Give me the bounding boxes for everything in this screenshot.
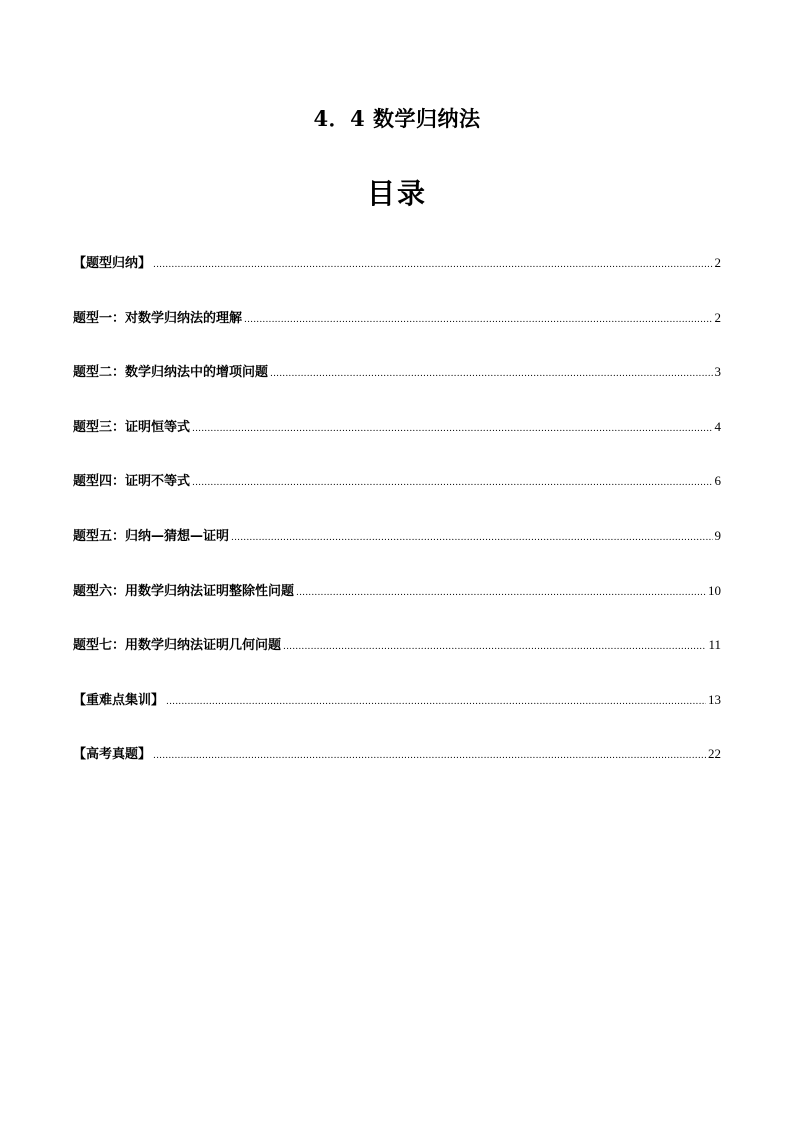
toc-entry-type-5[interactable]: [73, 524, 721, 548]
toc-entry-label: 题型六：用数学归纳法证明整除性问题: [73, 583, 295, 599]
toc-leader-dots: [270, 362, 712, 386]
toc-entry-key-difficult-training[interactable]: [73, 688, 721, 712]
toc-entry-page: 2: [714, 255, 721, 270]
toc-entry-type-2[interactable]: [73, 360, 721, 384]
toc-entry-label: 题型七：用数学归纳法证明几何问题: [73, 638, 282, 654]
toc-heading: 目录: [366, 177, 427, 210]
toc-entry-gaokao-questions[interactable]: [73, 742, 721, 766]
toc-entry-page: 4: [714, 418, 721, 434]
toc-entry-label: 题型四：证明不等式: [73, 474, 191, 490]
toc-entry-label: 题型二：数学归纳法中的增项问题: [73, 365, 269, 381]
toc-leader-dots: [296, 581, 706, 605]
toc-entry-page: 11: [708, 637, 721, 653]
toc-leader-dots: [244, 308, 712, 332]
table-of-contents: [73, 251, 721, 797]
toc-entry-page: 9: [714, 527, 721, 543]
toc-leader-dots: [153, 744, 706, 768]
toc-entry-label: 题型五：归纳—猜想—证明: [73, 528, 230, 544]
toc-entry-type-4[interactable]: [73, 469, 721, 493]
toc-leader-dots: [231, 526, 712, 550]
toc-entry-page: 2: [714, 309, 721, 325]
toc-entry-label: 题型三：证明恒等式: [73, 419, 191, 435]
toc-entry-page: 10: [708, 582, 721, 598]
toc-entry-label: 【高考真题】: [73, 747, 152, 763]
toc-entry-label: 题型一：对数学归纳法的理解: [73, 310, 243, 326]
toc-leader-dots: [283, 635, 706, 659]
toc-entry-type-1[interactable]: [73, 306, 721, 330]
toc-entry-type-7[interactable]: [73, 633, 721, 657]
toc-leader-dots: [192, 417, 712, 441]
toc-entry-question-types[interactable]: [73, 251, 721, 275]
toc-leader-dots: [153, 253, 712, 277]
toc-entry-type-6[interactable]: [73, 579, 721, 603]
toc-entry-page: 6: [714, 473, 721, 489]
document-title: 4．4 数学归纳法: [313, 106, 481, 131]
toc-entry-page: 22: [708, 746, 721, 762]
toc-entry-page: 13: [708, 691, 721, 707]
toc-leader-dots: [192, 471, 712, 495]
toc-entry-page: 3: [714, 364, 721, 380]
toc-leader-dots: [166, 690, 706, 714]
toc-entry-label: 【题型归纳】: [73, 256, 152, 271]
toc-entry-label: 【重难点集训】: [73, 692, 165, 708]
toc-entry-type-3[interactable]: [73, 415, 721, 439]
